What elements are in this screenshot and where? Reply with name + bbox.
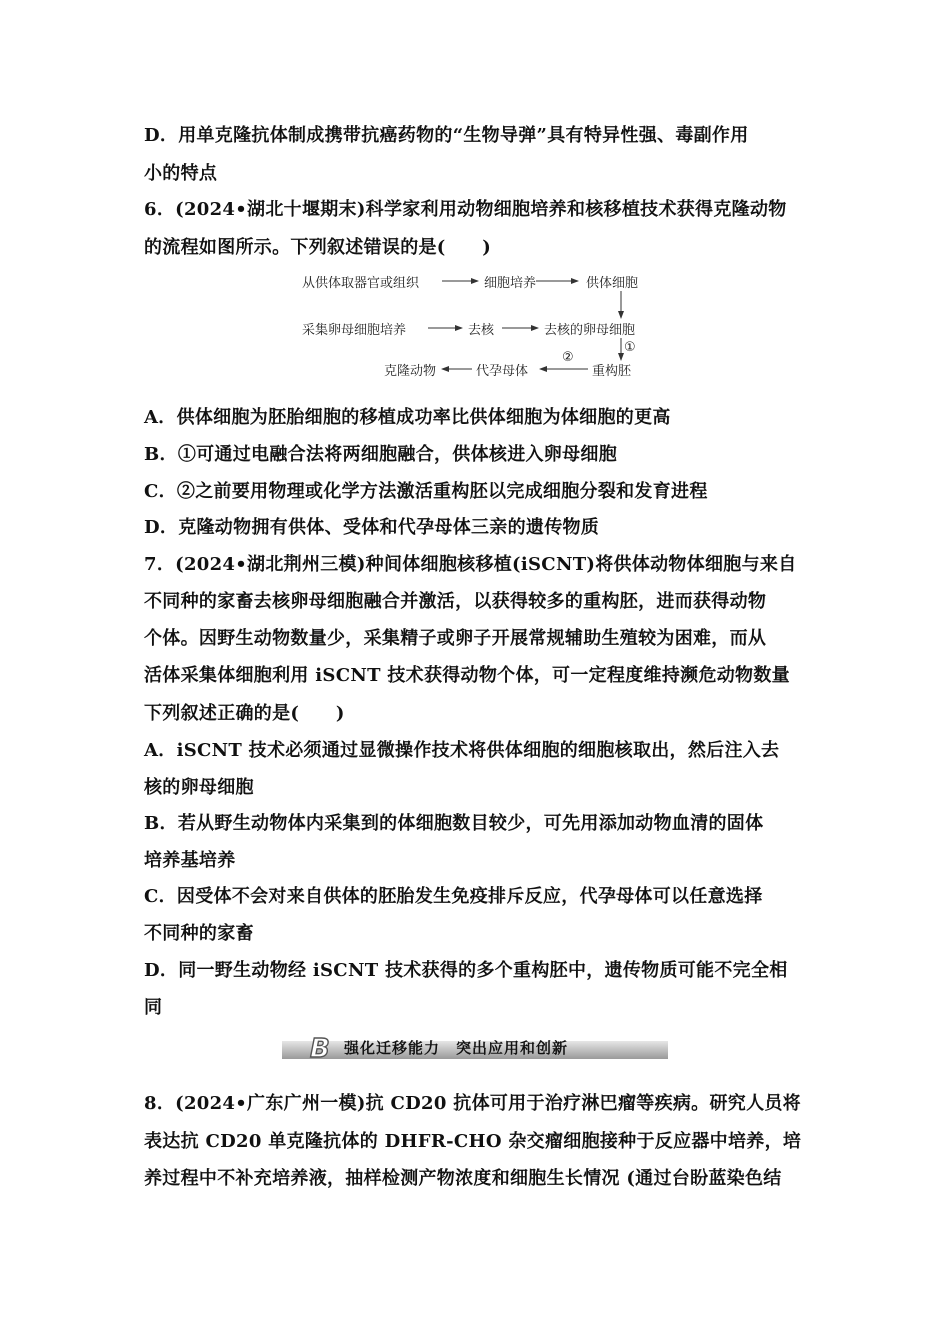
diagram-node-enucleated-oocyte: 去核的卵母细胞 bbox=[544, 323, 636, 338]
diagram-step-1: ① bbox=[624, 340, 636, 355]
diagram-node-cloned-animal: 克隆动物 bbox=[384, 364, 437, 379]
diagram-node-enucleation: 去核 bbox=[468, 323, 495, 338]
q7-stem-line5: 下列叙述正确的是( ) bbox=[144, 703, 345, 724]
q8-stem-line3: 养过程中不补充培养液，抽样检测产物浓度和细胞生长情况 (通过台盼蓝染色结 bbox=[144, 1168, 782, 1189]
diagram-step-2: ② bbox=[562, 350, 574, 365]
q5-option-d-line1: D．用单克隆抗体制成携带抗癌药物的“生物导弹”具有特异性强、毒副作用 bbox=[144, 125, 749, 146]
section-b-icon bbox=[308, 1033, 336, 1061]
diagram-node-surrogate-mother: 代孕母体 bbox=[476, 364, 529, 379]
q6-option-b: B．①可通过电融合法将两细胞融合，供体核进入卵母细胞 bbox=[144, 444, 618, 465]
q7-option-a-line1: A．iSCNT 技术必须通过显微操作技术将供体细胞的细胞核取出，然后注入去 bbox=[144, 740, 780, 761]
q7-option-d-line1: D．同一野生动物经 iSCNT 技术获得的多个重构胚中，遗传物质可能不完全相 bbox=[144, 960, 788, 981]
diagram-node-donor-cell: 供体细胞 bbox=[586, 276, 639, 291]
q8-stem-line2: 表达抗 CD20 单克隆抗体的 DHFR-CHO 杂交瘤细胞接种于反应器中培养，培 bbox=[144, 1131, 802, 1152]
q7-option-c-line1: C．因受体不会对来自供体的胚胎发生免疫排斥反应，代孕母体可以任意选择 bbox=[144, 886, 763, 907]
q6-stem-line2: 的流程如图所示。下列叙述错误的是( ) bbox=[144, 237, 492, 258]
diagram-node-cell-culture: 细胞培养 bbox=[484, 276, 537, 291]
q7-stem-line2: 不同种的家畜去核卵母细胞融合并激活，以获得较多的重构胚，进而获得动物 bbox=[144, 591, 767, 612]
q6-option-c: C．②之前要用物理或化学方法激活重构胚以完成细胞分裂和发育进程 bbox=[144, 481, 708, 502]
section-title: 强化迁移能力 突出应用和创新 bbox=[344, 1039, 569, 1057]
q7-option-c-line2: 不同种的家畜 bbox=[144, 923, 254, 944]
q7-option-b-line2: 培养基培养 bbox=[144, 850, 236, 871]
q7-option-b-line1: B．若从野生动物体内采集到的体细胞数目较少，可先用添加动物血清的固体 bbox=[144, 813, 764, 834]
section-banner bbox=[282, 1033, 668, 1063]
q8-stem-line1: 8．(2024•广东广州一模)抗 CD20 抗体可用于治疗淋巴瘤等疾病。研究人员将 bbox=[144, 1093, 801, 1114]
q6-option-a: A．供体细胞为胚胎细胞的移植成功率比供体细胞为体细胞的更高 bbox=[144, 407, 671, 428]
q7-stem-line4: 活体采集体细胞利用 iSCNT 技术获得动物个体，可一定程度维持濒危动物数量 bbox=[144, 665, 790, 686]
q7-stem-line3: 个体。因野生动物数量少，采集精子或卵子开展常规辅助生殖较为困难，而从 bbox=[144, 628, 767, 649]
q7-stem-line1: 7．(2024•湖北荆州三模)种间体细胞核移植(iSCNT)将供体动物体细胞与来自 bbox=[144, 554, 797, 575]
q7-option-d-line2: 同 bbox=[144, 997, 163, 1018]
section-badge-letter: B bbox=[310, 1034, 330, 1061]
cloning-flow-diagram bbox=[290, 266, 660, 386]
diagram-node-donor-tissue: 从供体取器官或组织 bbox=[302, 276, 420, 291]
q6-stem-line1: 6．(2024•湖北十堰期末)科学家利用动物细胞培养和核移植技术获得克隆动物 bbox=[144, 199, 787, 220]
diagram-node-reconstructed-embryo: 重构胚 bbox=[592, 364, 632, 379]
diagram-node-oocyte-culture: 采集卵母细胞培养 bbox=[302, 323, 407, 338]
q7-option-a-line2: 核的卵母细胞 bbox=[144, 777, 254, 798]
q6-option-d: D．克隆动物拥有供体、受体和代孕母体三亲的遗传物质 bbox=[144, 517, 600, 538]
q5-option-d-line2: 小的特点 bbox=[144, 163, 218, 184]
